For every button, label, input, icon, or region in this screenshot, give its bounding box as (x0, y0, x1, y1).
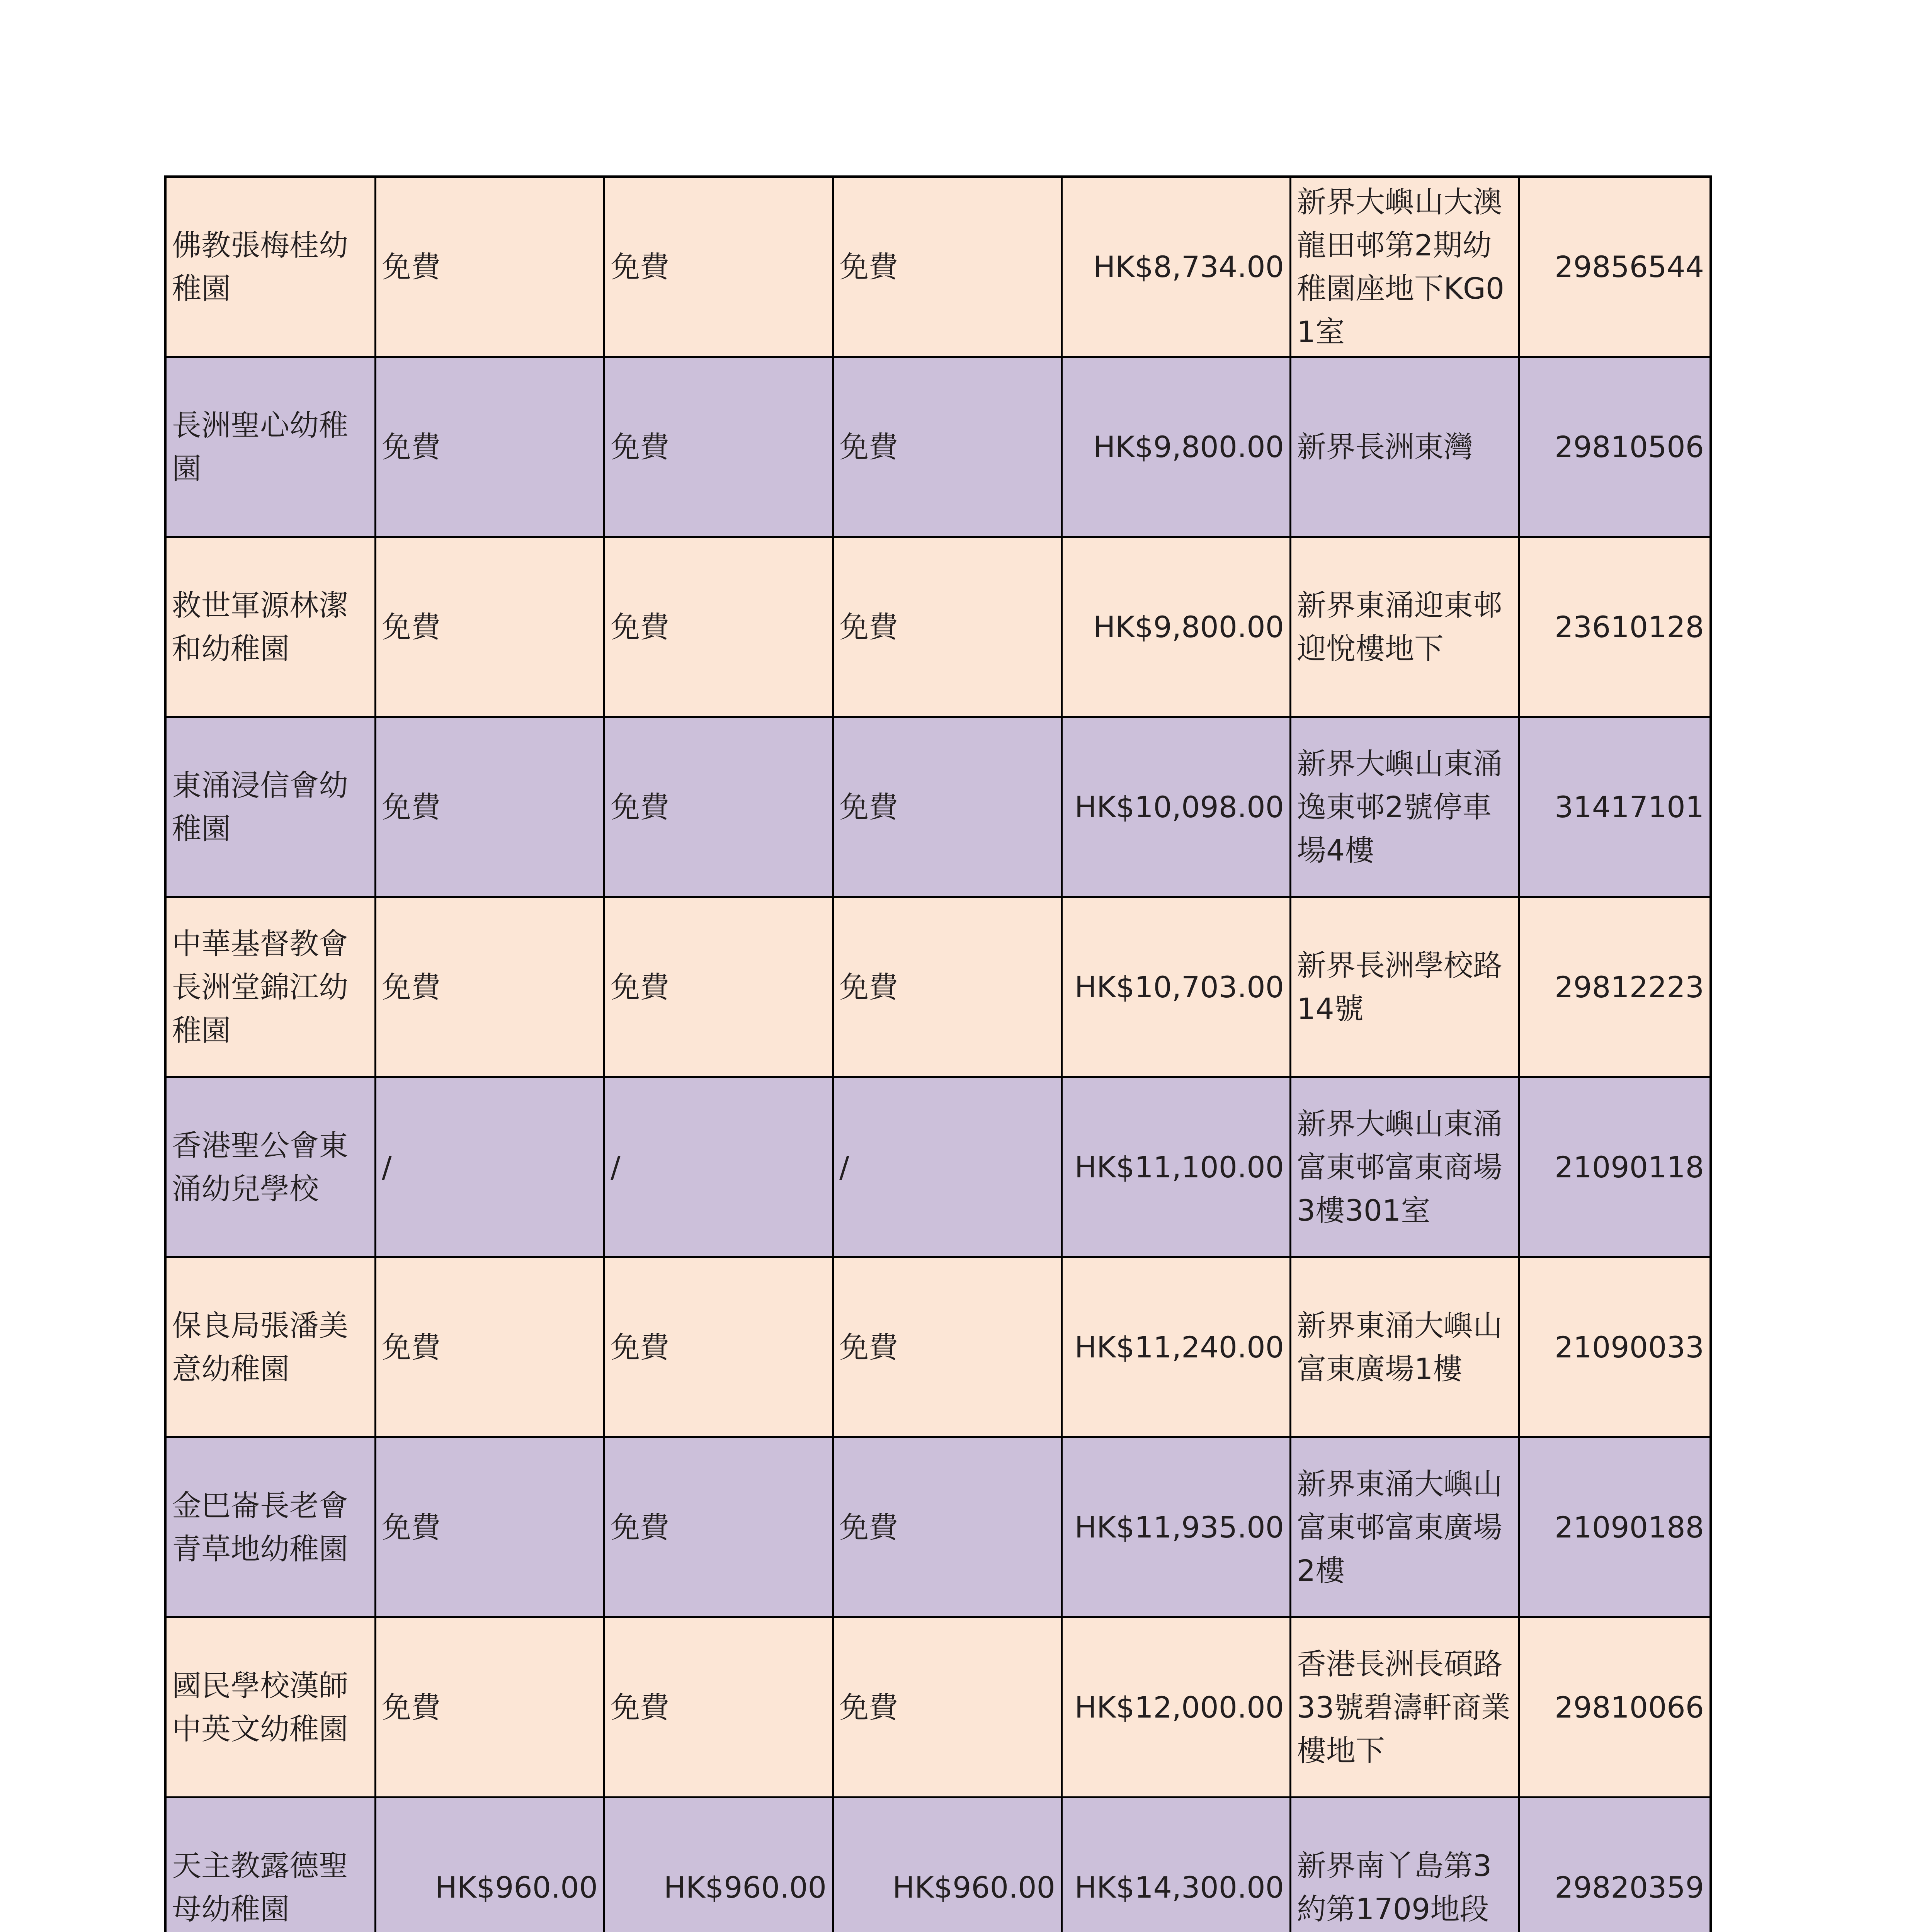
table-row (165, 177, 1711, 357)
address-cell: 香港長洲長碩路33號碧濤軒商業樓地下 (1291, 1617, 1519, 1798)
address-cell: 新界東涌大嶼山富東廣場1樓 (1291, 1257, 1519, 1437)
fee-cell-4: HK$11,240.00 (1062, 1257, 1291, 1437)
table-row (165, 717, 1711, 897)
fee-cell-4: HK$11,100.00 (1062, 1077, 1291, 1257)
school-name-cell: 長洲聖心幼稚園 (165, 357, 376, 537)
school-name-cell: 保良局張潘美意幼稚園 (165, 1257, 376, 1437)
table-row (165, 1437, 1711, 1617)
address-cell: 新界東涌迎東邨迎悅樓地下 (1291, 537, 1519, 717)
fee-cell-2: 免費 (604, 357, 833, 537)
address-cell: 新界南丫島第3約第1709地段 (1291, 1798, 1519, 1932)
fee-cell-1: 免費 (376, 897, 604, 1077)
fee-cell-1: 免費 (376, 1437, 604, 1617)
fee-cell-4: HK$11,935.00 (1062, 1437, 1291, 1617)
fee-cell-1: 免費 (376, 537, 604, 717)
phone-cell: 21090188 (1519, 1437, 1711, 1617)
fee-cell-4: HK$10,703.00 (1062, 897, 1291, 1077)
school-name-cell: 天主教露德聖母幼稚園 (165, 1798, 376, 1932)
fee-cell-4: HK$14,300.00 (1062, 1798, 1291, 1932)
fee-cell-1: 免費 (376, 1257, 604, 1437)
phone-cell: 31417101 (1519, 717, 1711, 897)
fee-cell-3: 免費 (833, 1437, 1062, 1617)
school-name-cell: 香港聖公會東涌幼兒學校 (165, 1077, 376, 1257)
address-cell: 新界長洲東灣 (1291, 357, 1519, 537)
fee-cell-3: 免費 (833, 897, 1062, 1077)
fee-cell-3: HK$960.00 (833, 1798, 1062, 1932)
phone-cell: 29820359 (1519, 1798, 1711, 1932)
table-row (165, 1257, 1711, 1437)
fee-cell-3: 免費 (833, 1617, 1062, 1798)
fee-cell-1: 免費 (376, 1617, 604, 1798)
fee-cell-1: HK$960.00 (376, 1798, 604, 1932)
school-name-cell: 金巴崙長老會青草地幼稚園 (165, 1437, 376, 1617)
fee-cell-4: HK$8,734.00 (1062, 177, 1291, 357)
table-row (165, 1617, 1711, 1798)
school-name-cell: 中華基督教會長洲堂錦江幼稚園 (165, 897, 376, 1077)
fee-cell-2: 免費 (604, 897, 833, 1077)
phone-cell: 21090033 (1519, 1257, 1711, 1437)
fee-cell-4: HK$9,800.00 (1062, 357, 1291, 537)
fee-cell-2: 免費 (604, 177, 833, 357)
fee-cell-2: 免費 (604, 717, 833, 897)
fee-cell-2: HK$960.00 (604, 1798, 833, 1932)
fee-cell-3: 免費 (833, 717, 1062, 897)
fee-cell-1: / (376, 1077, 604, 1257)
fee-cell-3: 免費 (833, 1257, 1062, 1437)
address-cell: 新界長洲學校路14號 (1291, 897, 1519, 1077)
table-row (165, 537, 1711, 717)
fee-cell-4: HK$10,098.00 (1062, 717, 1291, 897)
table-row (165, 897, 1711, 1077)
fee-cell-1: 免費 (376, 357, 604, 537)
fee-cell-1: 免費 (376, 717, 604, 897)
address-cell: 新界大嶼山東涌逸東邨2號停車場4樓 (1291, 717, 1519, 897)
table-row (165, 1798, 1711, 1932)
fee-cell-3: / (833, 1077, 1062, 1257)
fee-cell-4: HK$9,800.00 (1062, 537, 1291, 717)
fee-cell-2: 免費 (604, 537, 833, 717)
fee-cell-2: 免費 (604, 1617, 833, 1798)
table-body (165, 177, 1711, 1932)
fee-cell-3: 免費 (833, 357, 1062, 537)
fee-cell-2: 免費 (604, 1257, 833, 1437)
phone-cell: 29856544 (1519, 177, 1711, 357)
school-name-cell: 佛教張梅桂幼稚園 (165, 177, 376, 357)
school-name-cell: 救世軍源林潔和幼稚園 (165, 537, 376, 717)
phone-cell: 21090118 (1519, 1077, 1711, 1257)
fee-cell-4: HK$12,000.00 (1062, 1617, 1291, 1798)
fee-cell-3: 免費 (833, 177, 1062, 357)
phone-cell: 29810506 (1519, 357, 1711, 537)
school-name-cell: 國民學校漢師中英文幼稚園 (165, 1617, 376, 1798)
table-row (165, 357, 1711, 537)
address-cell: 新界大嶼山大澳龍田邨第2期幼稚園座地下KG01室 (1291, 177, 1519, 357)
phone-cell: 23610128 (1519, 537, 1711, 717)
fee-cell-1: 免費 (376, 177, 604, 357)
fee-cell-2: / (604, 1077, 833, 1257)
address-cell: 新界大嶼山東涌富東邨富東商場3樓301室 (1291, 1077, 1519, 1257)
phone-cell: 29812223 (1519, 897, 1711, 1077)
fee-cell-2: 免費 (604, 1437, 833, 1617)
phone-cell: 29810066 (1519, 1617, 1711, 1798)
fee-cell-3: 免費 (833, 537, 1062, 717)
kindergarten-fee-table (164, 175, 1712, 1932)
table-row (165, 1077, 1711, 1257)
address-cell: 新界東涌大嶼山富東邨富東廣場2樓 (1291, 1437, 1519, 1617)
school-name-cell: 東涌浸信會幼稚園 (165, 717, 376, 897)
